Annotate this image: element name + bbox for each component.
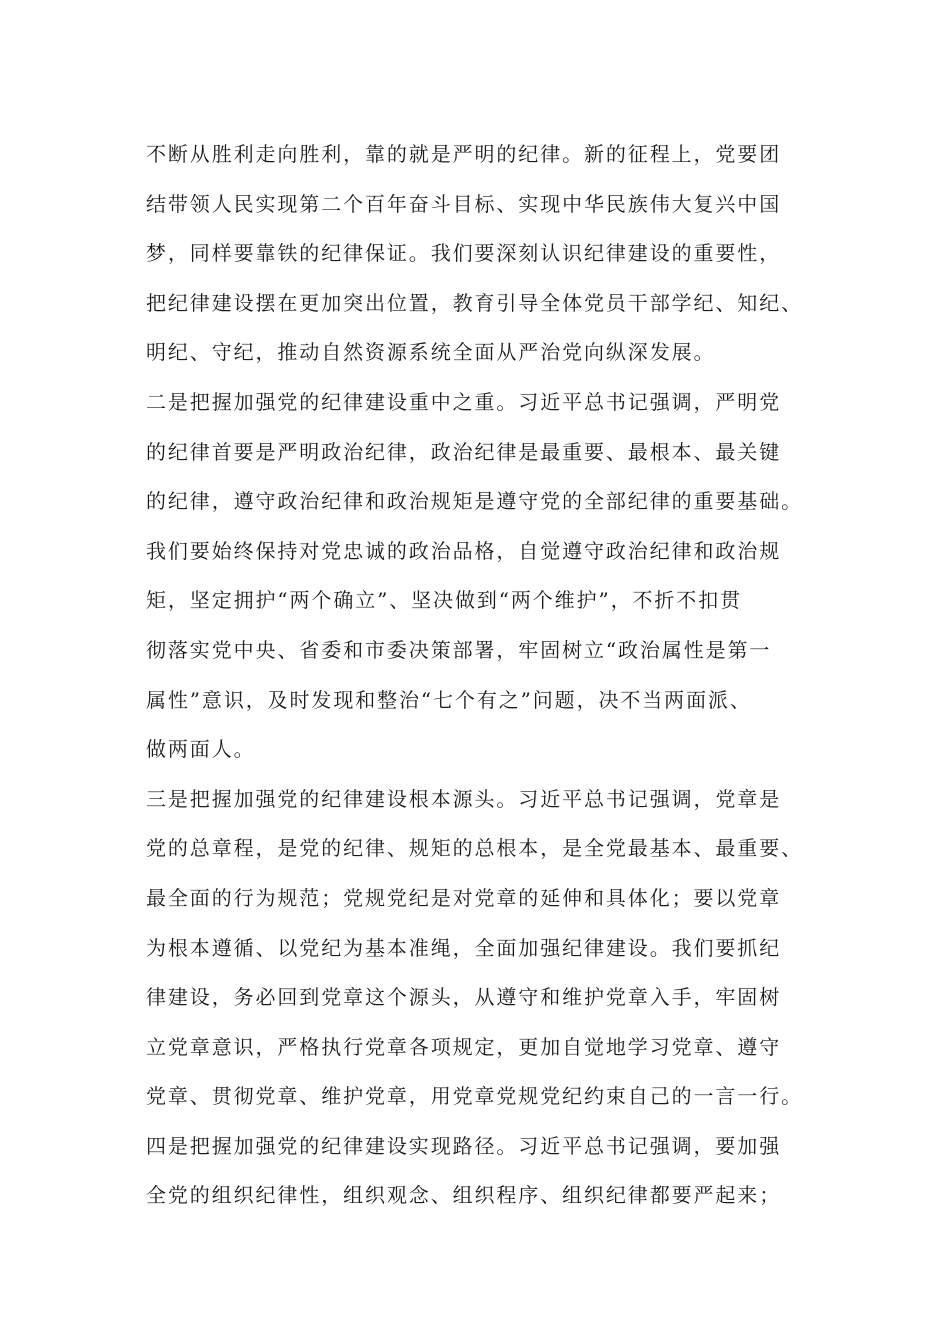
text-line: 为根本遵循、以党纪为基本准绳，全面加强纪律建设。我们要抓纪 [146, 935, 782, 960]
text-line: 的纪律首要是严明政治纪律，政治纪律是最重要、最根本、最关键 [146, 439, 782, 464]
text-line: 最全面的行为规范；党规党纪是对党章的延伸和具体化；要以党章 [146, 885, 782, 910]
paragraph-heading-line: 二是把握加强党的纪律建设重中之重。习近平总书记强调，严明党 [146, 389, 782, 414]
paragraph-heading-line: 三是把握加强党的纪律建设根本源头。习近平总书记强调，党章是 [146, 786, 782, 811]
text-line: 属性”意识，及时发现和整治“七个有之”问题，决不当两面派、 [146, 687, 752, 712]
text-line: 把纪律建设摆在更加突出位置，教育引导全体党员干部学纪、知纪、 [146, 290, 803, 315]
text-line: 矩，坚定拥护“两个确立”、坚决做到“两个维护”，不折不扣贯 [146, 588, 742, 613]
text-line: 不断从胜利走向胜利，靠的就是严明的纪律。新的征程上，党要团 [146, 142, 782, 166]
text-line: 明纪、守纪，推动自然资源系统全面从严治党向纵深发展。 [146, 340, 716, 365]
text-line: 彻落实党中央、省委和市委决策部署，牢固树立“政治属性是第一 [146, 637, 772, 662]
body-text [146, 130, 836, 1221]
text-line: 梦，同样要靠铁的纪律保证。我们要深刻认识纪律建设的重要性， [146, 241, 782, 266]
text-line: 结带领人民实现第二个百年奋斗目标、实现中华民族伟大复兴中国 [146, 191, 782, 216]
text-line: 律建设，务必回到党章这个源头，从遵守和维护党章入手，牢固树 [146, 985, 782, 1010]
text-line: 党的总章程，是党的纪律、规矩的总根本，是全党最基本、最重要、 [146, 836, 803, 861]
text-line: 立党章意识，严格执行党章各项规定，更加自觉地学习党章、遵守 [146, 1034, 782, 1059]
text-line: 党章、贯彻党章、维护党章，用党章党规党纪约束自己的一言一行。 [146, 1084, 803, 1109]
text-line: 做两面人。 [146, 737, 256, 762]
text-line: 全党的组织纪律性，组织观念、组织程序、组织纪律都要严起来； [146, 1183, 782, 1208]
text-line: 我们要始终保持对党忠诚的政治品格，自觉遵守政治纪律和政治规 [146, 538, 782, 563]
text-line: 的纪律，遵守政治纪律和政治规矩是遵守党的全部纪律的重要基础。 [146, 489, 803, 514]
paragraph-heading-line: 四是把握加强党的纪律建设实现路径。习近平总书记强调，要加强 [146, 1133, 782, 1158]
